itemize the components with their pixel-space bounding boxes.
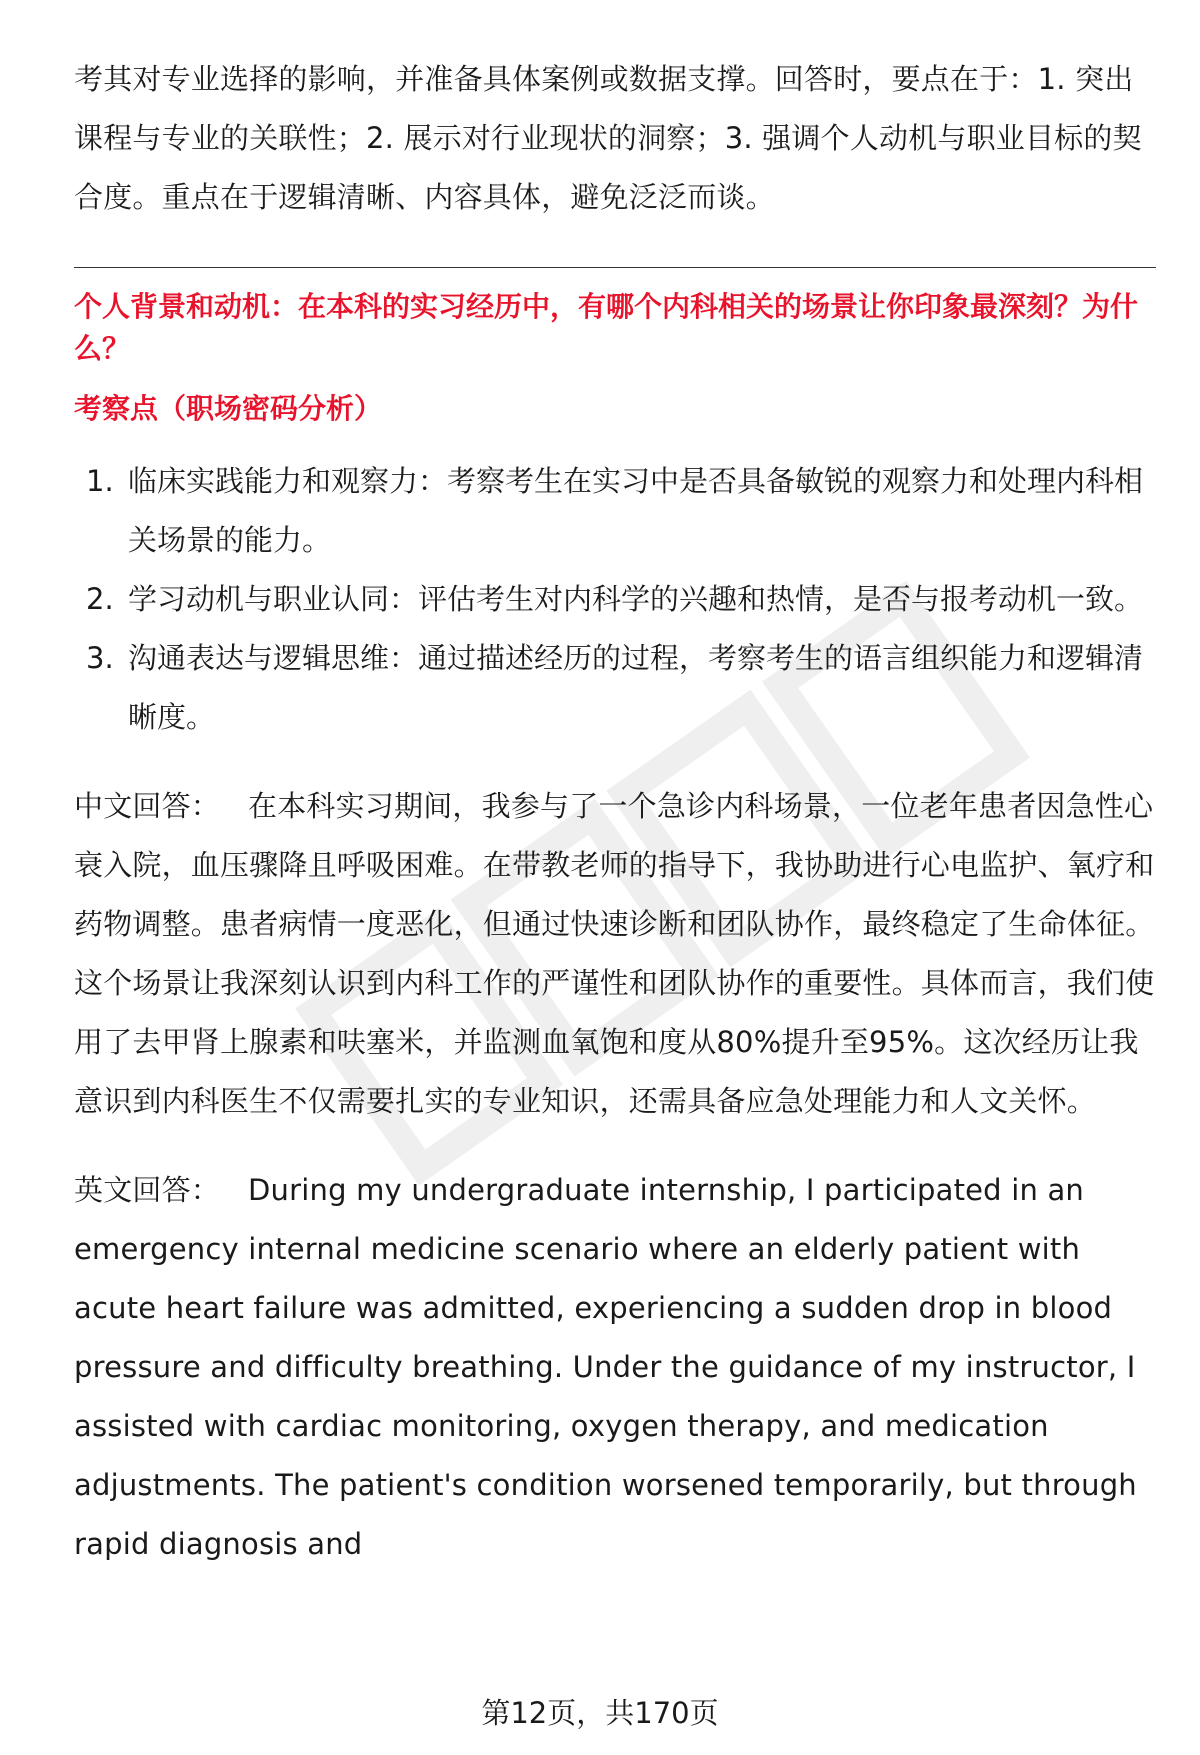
list-item-number: 2. [86, 582, 114, 616]
document-page [74, 50, 1156, 1574]
list-item-text: 临床实践能力和观察力：考察考生在实习中是否具备敏锐的观察力和处理内科相关场景的能力。 [128, 464, 1144, 557]
english-answer-label: 英文回答： [74, 1173, 221, 1207]
section-divider [74, 267, 1156, 268]
chinese-answer-text: 在本科实习期间，我参与了一个急诊内科场景，一位老年患者因急性心衰入院，血压骤降且呼吸困难。在带教老师的指导下，我协助进行心电监护、氧疗和药物调整。患者病情一度恶化，但通过快速诊断和团队协作，最终稳定了生命体征。这个场景让我深刻认识到内科工作的严谨性和团队协作的重要性。具体而言，我们使用了去甲肾上腺素和呋塞米，并监测血氧饱和度从80%提升至95%。这次经历让我意识到内科医生不仅需要扎实的专业知识，还需具备应急处理能力和人文关怀。 [74, 789, 1155, 1118]
assessment-heading: 考察点（职场密码分析） [74, 392, 383, 425]
question-heading: 个人背景和动机：在本科的实习经历中，有哪个内科相关的场景让你印象最深刻？为什么？ [74, 290, 1139, 365]
list-item-text: 学习动机与职业认同：评估考生对内科学的兴趣和热情，是否与报考动机一致。 [128, 582, 1144, 616]
chinese-answer-label: 中文回答： [74, 789, 221, 823]
english-answer-text: During my undergraduate internship, I participated in an emergency internal medicine scenario where an elderly patient with acute heart failure was admitted, experiencing a sudden drop in blood pressure and difficulty breathing. Under the guidance of my instructor, I assisted with cardiac monitoring, oxygen therapy, and medication adjustments. The patient's condition worsened temporarily, but through rapid diagnosis and [74, 1173, 1137, 1561]
list-item [74, 570, 1156, 629]
chinese-answer-paragraph [74, 777, 1156, 1131]
list-item-number: 3. [86, 641, 114, 675]
list-item-number: 1. [86, 464, 114, 498]
list-item [74, 452, 1156, 570]
english-answer-paragraph [74, 1161, 1156, 1574]
assessment-list [74, 452, 1156, 747]
list-item-text: 沟通表达与逻辑思维：通过描述经历的过程，考察考生的语言组织能力和逻辑清晰度。 [128, 641, 1144, 734]
page-number: 第12页，共170页 [481, 1696, 719, 1730]
intro-paragraph: 考其对专业选择的影响，并准备具体案例或数据支撑。回答时，要点在于：1. 突出课程与专业的关联性；2. 展示对行业现状的洞察；3. 强调个人动机与职业目标的契合度。重点在于逻辑清晰、内容具体，避免泛泛而谈。 [74, 62, 1142, 214]
list-item [74, 629, 1156, 747]
